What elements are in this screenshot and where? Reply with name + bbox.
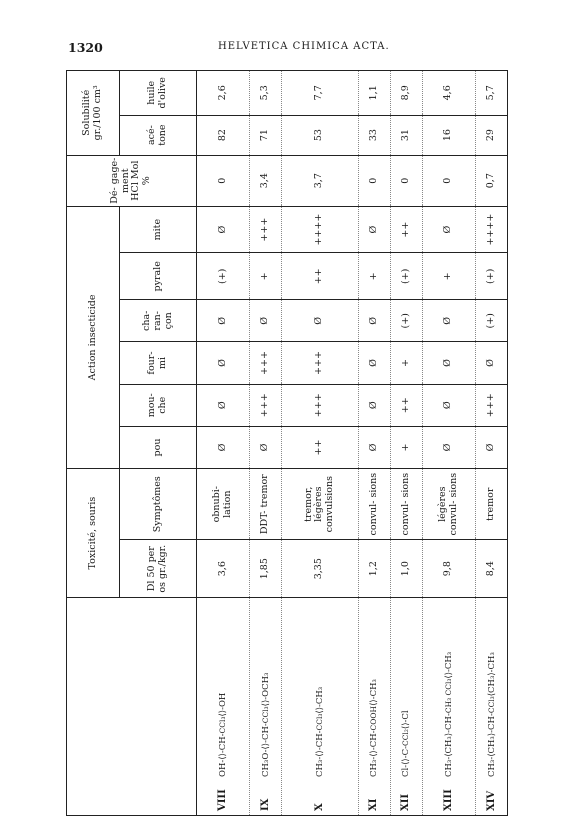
page-header [68,40,508,60]
formula-center: -CH- [486,713,497,733]
huile-cell: 4,6 [422,71,475,116]
formula-center: -CH- [218,733,229,754]
roman-numeral: XIV [485,790,497,811]
table-row [250,71,282,816]
charancon-cell: Ø [282,300,359,342]
formula-substituent: CCl₃ [486,696,496,714]
huile-header: huile d'olive [120,71,197,116]
formula-left: CH₃O-⟨⟩ [260,742,271,777]
compound-cell [250,598,282,816]
formula-left: CH₃-⟨⟩ [314,750,325,777]
formula-substituent: CH₃ CCl₃ [443,678,453,714]
acetone-cell: 82 [196,115,249,155]
formula-substituent: CCl₃ [218,716,228,734]
pyrale-cell: (+) [196,253,249,300]
insecticide-table [66,70,508,816]
pou-cell: Ø [422,426,475,468]
pou-cell: + [390,426,422,468]
roman-numeral: XII [400,793,412,811]
page-number: 1320 [68,40,103,55]
charancon-cell: (+) [390,300,422,342]
pou-header: pou [120,426,197,468]
mite-cell: Ø [422,206,475,253]
compound-cell [358,598,390,816]
charancon-cell: Ø [422,300,475,342]
action-header: Action insecticide [67,206,120,468]
formula-center: -CH- [260,723,271,743]
mouche-cell: Ø [358,384,390,426]
compound-cell [196,598,249,816]
formula-right: ⟨⟩-CH₃ [369,679,380,706]
hcl-cell: 0 [358,155,390,206]
symptomes-cell: tremor, légères convulsions [282,469,359,540]
pyrale-header: pyrale [120,253,197,300]
huile-cell: 2,6 [196,71,249,116]
roman-numeral: X [313,803,325,811]
formula-substituent: CCl₃ [314,713,324,731]
mouche-cell: +++ [282,384,359,426]
solubility-header: Solubilité gr./100 cm³ [67,71,120,156]
formula-left: OH-⟨⟩ [218,753,229,777]
fourmi-cell: + [390,342,422,384]
degagement-header: Dé- gage- ment HCl Mol % [67,155,197,206]
fourmi-cell: Ø [475,342,507,384]
dl50-cell: 3,6 [196,540,249,598]
pou-cell: ++ [282,426,359,468]
table-row [422,71,475,816]
dl50-cell: 8,4 [475,540,507,598]
pyrale-cell: (+) [390,253,422,300]
huile-cell: 7,7 [282,71,359,116]
mouche-header: mou- che [120,384,197,426]
dl50-cell: 1,85 [250,540,282,598]
symptomes-cell: convul- sions [358,469,390,540]
acetone-cell: 33 [358,115,390,155]
acetone-cell: 29 [475,115,507,155]
dl50-header: Dl 50 per os gr./kgr. [120,540,197,598]
mouche-cell: Ø [196,384,249,426]
symptomes-cell: obnubi- lation [196,469,249,540]
pou-cell: Ø [196,426,249,468]
formula-center: -CH- [314,730,325,751]
mite-cell: ++++ [282,206,359,253]
pyrale-cell: (+) [475,253,507,300]
pou-cell: Ø [250,426,282,468]
formula-right: ⟨⟩-Cl [401,710,412,730]
table-row [358,71,390,816]
hcl-cell: 0 [422,155,475,206]
pou-cell: Ø [358,426,390,468]
roman-numeral: IX [259,798,271,811]
formula-substituent: COOH [369,705,379,731]
charancon-header: cha- ran- çon [120,300,197,342]
formula-center: -CH- [369,730,380,751]
dl50-cell: 1,2 [358,540,390,598]
compound-cell [475,598,507,816]
formula-left: CH₃-⟨⟩ [369,750,380,777]
symptoms-header: Symptômes [120,469,197,540]
formula-center: -C- [401,746,412,759]
compound-cell [282,598,359,816]
compound-header [67,598,197,816]
pyrale-cell: + [358,253,390,300]
huile-cell: 1,1 [358,71,390,116]
huile-cell: 5,3 [250,71,282,116]
symptomes-cell: DDT- tremor [250,469,282,540]
pyrale-cell: + [422,253,475,300]
fourmi-cell: +++ [250,342,282,384]
fourmi-header: four- mi [120,342,197,384]
roman-numeral: XIII [442,789,454,811]
dl50-cell: 9,8 [422,540,475,598]
formula-center: -CH- [443,713,454,733]
mouche-cell: ++ [390,384,422,426]
compound-cell [422,598,475,816]
formula-substituent: CCl₂ [401,729,411,747]
data-table-container [66,70,508,816]
dl50-cell: 1,0 [390,540,422,598]
acetone-cell: 71 [250,115,282,155]
formula-right: ⟨⟩-CH₃ [443,651,454,679]
formula-left: Cl-⟨⟩ [401,758,412,777]
compound-cell [390,598,422,816]
dl50-cell: 3,35 [282,540,359,598]
hcl-cell: 3,4 [250,155,282,206]
charancon-cell: Ø [250,300,282,342]
hcl-cell: 0 [390,155,422,206]
hcl-cell: 0 [196,155,249,206]
mouche-cell: Ø [422,384,475,426]
mouche-cell: +++ [250,384,282,426]
huile-cell: 8,9 [390,71,422,116]
table-row [475,71,507,816]
table-row [390,71,422,816]
charancon-cell: Ø [358,300,390,342]
mite-cell: ++ [390,206,422,253]
fourmi-cell: +++ [282,342,359,384]
mite-cell: Ø [196,206,249,253]
mite-cell: Ø [358,206,390,253]
pyrale-cell: + [250,253,282,300]
table-row [196,71,249,816]
formula-substituent: CCl₃ [260,706,270,724]
fourmi-cell: Ø [358,342,390,384]
formula-left: CH₃-⟨CH₃⟩ [486,732,497,777]
formula-right: ⟨⟩-OH [218,692,229,717]
roman-numeral: XI [368,798,380,811]
mite-cell: ++++ [475,206,507,253]
hcl-cell: 0,7 [475,155,507,206]
table-row [282,71,359,816]
acetone-cell: 31 [390,115,422,155]
fourmi-cell: Ø [422,342,475,384]
formula-right: ⟨CH₃⟩-CH₃ [486,652,497,697]
symptomes-cell: tremor [475,469,507,540]
pyrale-cell: ++ [282,253,359,300]
charancon-cell: (+) [475,300,507,342]
mite-header: mite [120,206,197,253]
journal-title: HELVETICA CHIMICA ACTA. [218,41,390,52]
huile-cell: 5,7 [475,71,507,116]
mite-cell: +++ [250,206,282,253]
hcl-cell: 3,7 [282,155,359,206]
acetone-header: acé- tone [120,115,197,155]
formula-right: ⟨⟩-CH₃ [314,686,325,714]
acetone-cell: 16 [422,115,475,155]
symptomes-cell: légères convul- sions [422,469,475,540]
acetone-cell: 53 [282,115,359,155]
formula-left: CH₃-⟨CH₃⟩ [443,732,454,777]
formula-right: ⟨⟩-OCH₃ [260,672,271,707]
pou-cell: Ø [475,426,507,468]
fourmi-cell: Ø [196,342,249,384]
symptomes-cell: convul- sions [390,469,422,540]
mouche-cell: +++ [475,384,507,426]
toxicity-header: Toxicité, souris [67,469,120,598]
charancon-cell: Ø [196,300,249,342]
roman-numeral: VIII [217,789,229,811]
